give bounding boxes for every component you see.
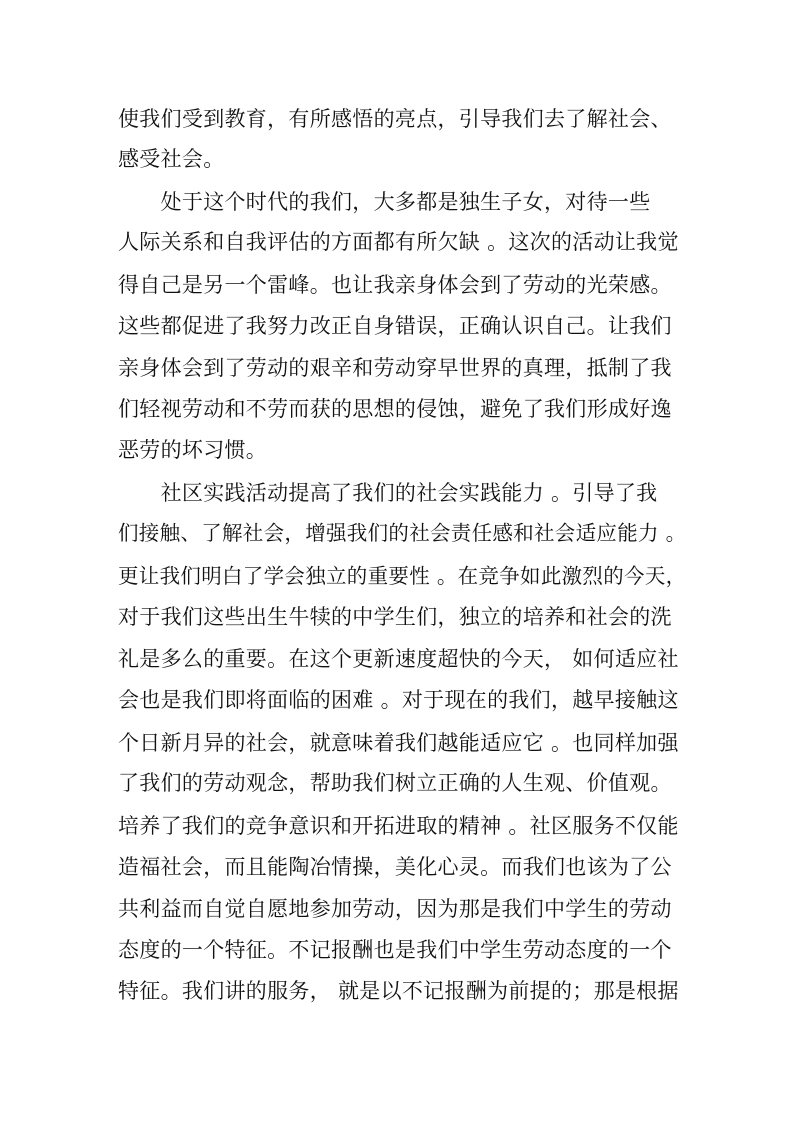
text-line: 使我们受到教育，有所感悟的亮点，引导我们去了解社会、 xyxy=(118,107,672,131)
text-line: 特征。我们讲的服务， 就是以不记报酬为前提的；那是根据 xyxy=(118,979,679,1003)
text-line: 礼是多么的重要。在这个更新速度超快的今天， 如何适应社 xyxy=(118,647,679,671)
text-line: 造福社会，而且能陶冶情操，美化心灵。而我们也该为了公 xyxy=(118,855,672,879)
text-line: 更让我们明白了学会独立的重要性 。在竞争如此激烈的今天， xyxy=(118,564,687,588)
text-line: 对于我们这些出生牛犊的中学生们，独立的培养和社会的洗 xyxy=(118,605,672,629)
text-line: 恶劳的坏习惯。 xyxy=(118,438,268,462)
text-line: 共利益而自觉自愿地参加劳动，因为那是我们中学生的劳动 xyxy=(118,897,672,921)
text-line: 感受社会。 xyxy=(118,147,225,171)
text-line: 们轻视劳动和不劳而获的思想的侵蚀，避免了我们形成好逸 xyxy=(118,397,672,421)
text-line: 们接触、了解社会，增强我们的社会责任感和社会适应能力 。 xyxy=(118,521,687,545)
text-line: 会也是我们即将面临的困难 。对于现在的我们，越早接触这 xyxy=(118,688,679,712)
text-line: 社区实践活动提高了我们的社会实践能力 。引导了我 xyxy=(118,481,658,505)
text-line: 这些都促进了我努力改正自身错误，正确认识自己。让我们 xyxy=(118,314,672,338)
text-line: 了我们的劳动观念，帮助我们树立正确的人生观、价值观。 xyxy=(118,771,672,795)
text-line: 得自己是另一个雷峰。也让我亲身体会到了劳动的光荣感。 xyxy=(118,273,672,297)
text-line: 人际关系和自我评估的方面都有所欠缺 。这次的活动让我觉 xyxy=(118,230,679,254)
text-line: 态度的一个特征。不记报酬也是我们中学生劳动态度的一个 xyxy=(118,938,672,962)
text-line: 个日新月异的社会，就意味着我们越能适应它 。也同样加强 xyxy=(118,731,679,755)
text-line: 处于这个时代的我们，大多都是独生子女，对待一些 xyxy=(118,190,651,214)
text-line: 培养了我们的竞争意识和开拓进取的精神 。社区服务不仅能 xyxy=(118,814,679,838)
text-line: 亲身体会到了劳动的艰辛和劳动穿早世界的真理，抵制了我 xyxy=(118,356,672,380)
